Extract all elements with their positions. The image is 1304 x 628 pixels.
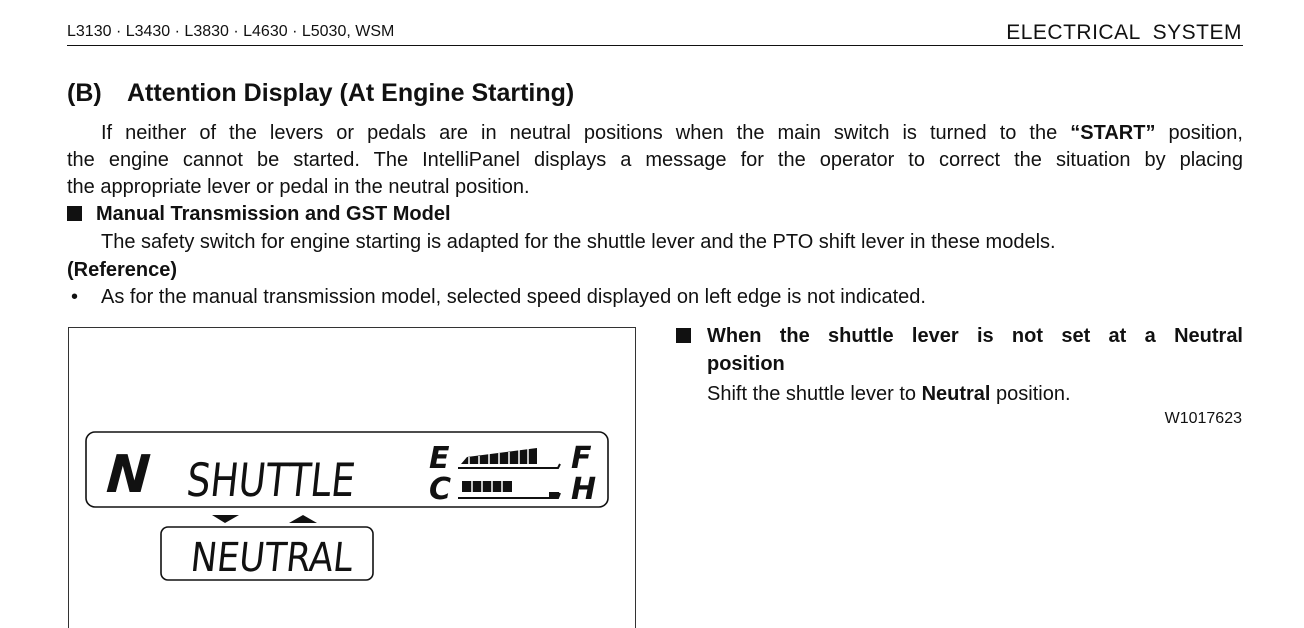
temp-cold-label: C	[429, 472, 452, 507]
arrow-down-icon	[212, 515, 239, 523]
neutral-keyword: Neutral	[921, 383, 991, 405]
section-letter: (B)	[67, 79, 102, 107]
instruction-body-end: position.	[990, 383, 1071, 405]
gear-indicator: N	[104, 445, 153, 505]
header-section-name: ELECTRICAL SYSTEM	[1006, 21, 1242, 44]
manual-transmission-heading-text: Manual Transmission and GST Model	[96, 203, 451, 225]
temp-hot-label: H	[571, 472, 597, 507]
fuel-full-label: F	[571, 441, 592, 476]
intellipanel-figure	[68, 327, 636, 628]
intro-line-1-start: If neither of the levers or pedals are in neutral positions when the main switch is turned to the	[101, 122, 1071, 144]
document-code: W1017623	[1164, 410, 1242, 427]
header-divider	[67, 45, 1243, 46]
header-model-list: L3130 · L3430 · L3830 · L4630 · L5030, WSM	[67, 23, 395, 40]
instruction-heading-line-2: position	[707, 353, 785, 375]
intro-paragraph	[67, 120, 1243, 201]
fuel-empty-label: E	[429, 441, 450, 476]
instruction-heading-line-1-text: When the shuttle lever is not set at a Neutral	[707, 325, 1243, 347]
reference-bullet-item	[71, 286, 926, 309]
reference-label: (Reference)	[67, 259, 178, 281]
intellipanel-display-illustration	[69, 328, 635, 604]
square-bullet-icon	[676, 328, 691, 343]
intro-line-1	[67, 120, 1243, 147]
section-title-text: Attention Display (At Engine Starting)	[127, 79, 575, 107]
instruction-body	[707, 383, 1071, 406]
instruction-body-start: Shift the shuttle lever to	[707, 383, 922, 405]
instruction-heading-line-1	[676, 322, 1243, 350]
lcd-message-shuttle: SHUTTLE	[184, 453, 398, 507]
instruction-heading	[676, 322, 1243, 378]
manual-transmission-heading	[67, 203, 451, 226]
square-bullet-icon	[67, 206, 82, 221]
bullet-dot: •	[71, 286, 79, 308]
reference-bullet-text: As for the manual transmission model, selected speed displayed on left edge is not indicated.	[101, 286, 926, 308]
intro-line-1-end: position,	[1155, 122, 1243, 144]
intro-line-3: the appropriate lever or pedal in the neutral position.	[67, 176, 530, 198]
manual-transmission-body: The safety switch for engine starting is adapted for the shuttle lever and the PTO shift lever in these models.	[101, 231, 1056, 253]
intro-line-2: the engine cannot be started. The IntelliPanel displays a message for the operator to correct the situation by placing	[67, 149, 1243, 171]
arrow-up-icon	[289, 515, 317, 523]
lcd-message-neutral: NEUTRAL	[188, 535, 378, 581]
section-title	[67, 79, 574, 108]
start-keyword: “START”	[1070, 122, 1156, 144]
